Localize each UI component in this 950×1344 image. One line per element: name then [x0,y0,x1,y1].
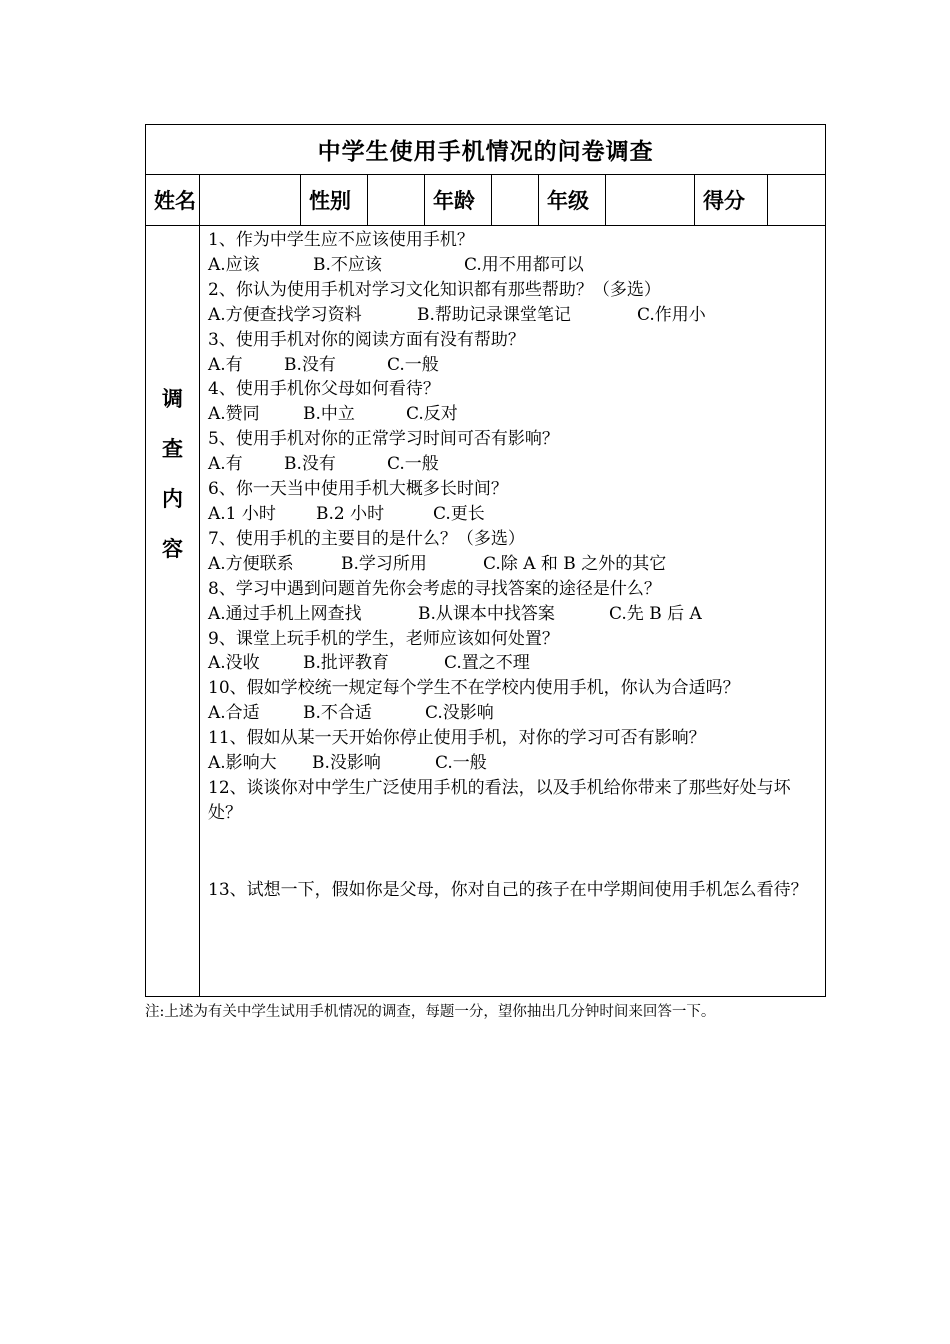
option-c[interactable]: C.作用小 [637,304,706,325]
age-label: 年龄 [425,175,492,226]
option-a[interactable]: A.方便联系 [208,553,294,574]
option-c[interactable]: C.反对 [406,404,458,425]
gender-label: 性别 [301,175,368,226]
question-6: 6、你一天当中使用手机大概多长时间？ [208,479,508,500]
survey-content-label-cell [146,226,200,997]
gender-field[interactable] [368,175,425,226]
survey-table [145,124,826,997]
score-label: 得分 [695,175,768,226]
option-a[interactable]: A.应该 [208,254,260,275]
question-1: 1、作为中学生应不应该使用手机？ [208,230,474,250]
question-10: 10、假如学校统一规定每个学生不在学校内使用手机，你认为合适吗？ [208,678,740,699]
option-c[interactable]: C.一般 [435,753,487,774]
option-a[interactable]: A.有 [208,354,243,375]
question-5: 5、使用手机对你的正常学习时间可否有影响？ [208,429,559,450]
options-9 [208,651,821,676]
options-10 [208,701,821,726]
option-c[interactable]: C.一般 [387,354,439,375]
questions-list [200,226,825,903]
options-6 [208,502,821,527]
name-field[interactable] [200,175,301,226]
answer-space-12[interactable] [208,826,821,878]
option-c[interactable]: C.置之不理 [444,653,530,674]
option-b[interactable]: B.没有 [284,354,336,375]
question-2: 2、你认为使用手机对学习文化知识都有那些帮助？（多选） [208,279,661,300]
grade-label: 年级 [539,175,606,226]
option-a[interactable]: A.影响大 [208,753,277,774]
question-3: 3、使用手机对你的阅读方面有没有帮助？ [208,329,525,350]
question-7: 7、使用手机的主要目的是什么？（多选） [208,528,525,549]
option-c[interactable]: C.没影响 [425,703,494,724]
option-c[interactable]: C.更长 [433,503,485,524]
question-9: 9、课堂上玩手机的学生，老师应该如何处置？ [208,628,559,649]
option-a[interactable]: A.合适 [208,703,260,724]
options-5 [208,452,821,477]
option-b[interactable]: B.批评教育 [303,653,389,674]
option-a[interactable]: A.有 [208,454,243,475]
footnote: 注:上述为有关中学生试用手机情况的调查，每题一分，望你抽出几分钟时间来回答一下。 [145,1004,716,1020]
question-12: 12、谈谈你对中学生广泛使用手机的看法，以及手机给你带来了那些好处与坏处？ [208,777,791,823]
grade-field[interactable] [606,175,695,226]
option-a[interactable]: A.没收 [208,653,260,674]
option-c[interactable]: C.用不用都可以 [464,254,584,275]
option-b[interactable]: B.学习所用 [341,553,427,574]
survey-content-label: 调 查 内 容 [162,387,183,561]
option-b[interactable]: B.中立 [303,404,355,425]
option-b[interactable]: B.2 小时 [316,503,385,524]
question-8: 8、学习中遇到问题首先你会考虑的寻找答案的途径是什么？ [208,578,661,599]
name-label: 姓名 [146,175,200,226]
survey-sheet [145,124,825,997]
score-field[interactable] [768,175,826,226]
option-a[interactable]: A.1 小时 [208,503,276,524]
options-1 [208,253,821,278]
questions-cell [200,226,826,997]
age-field[interactable] [492,175,539,226]
option-b[interactable]: B.没有 [284,454,336,475]
option-a[interactable]: A.方便查找学习资料 [208,304,362,325]
option-c[interactable]: C.一般 [387,454,439,475]
options-4 [208,402,821,427]
option-b[interactable]: B.不应该 [313,254,382,275]
option-a[interactable]: A.赞同 [208,404,260,425]
option-b[interactable]: B.不合适 [303,703,372,724]
option-b[interactable]: B.从课本中找答案 [418,603,555,624]
question-13: 13、试想一下，假如你是父母，你对自己的孩子在中学期间使用手机怎么看待？ [208,879,808,900]
question-11: 11、假如从某一天开始你停止使用手机，对你的学习可否有影响？ [208,728,706,749]
options-11 [208,751,821,776]
question-4: 4、使用手机你父母如何看待？ [208,379,440,400]
survey-title: 中学生使用手机情况的问卷调查 [146,125,826,175]
option-c[interactable]: C.除 A 和 B 之外的其它 [483,553,667,574]
options-7 [208,552,821,577]
options-8 [208,602,821,627]
option-c[interactable]: C.先 B 后 A [609,603,702,624]
info-row [146,175,826,226]
option-b[interactable]: B.帮助记录课堂笔记 [417,304,571,325]
option-b[interactable]: B.没影响 [312,753,381,774]
option-a[interactable]: A.通过手机上网查找 [208,603,362,624]
options-2 [208,303,821,328]
options-3 [208,353,821,378]
